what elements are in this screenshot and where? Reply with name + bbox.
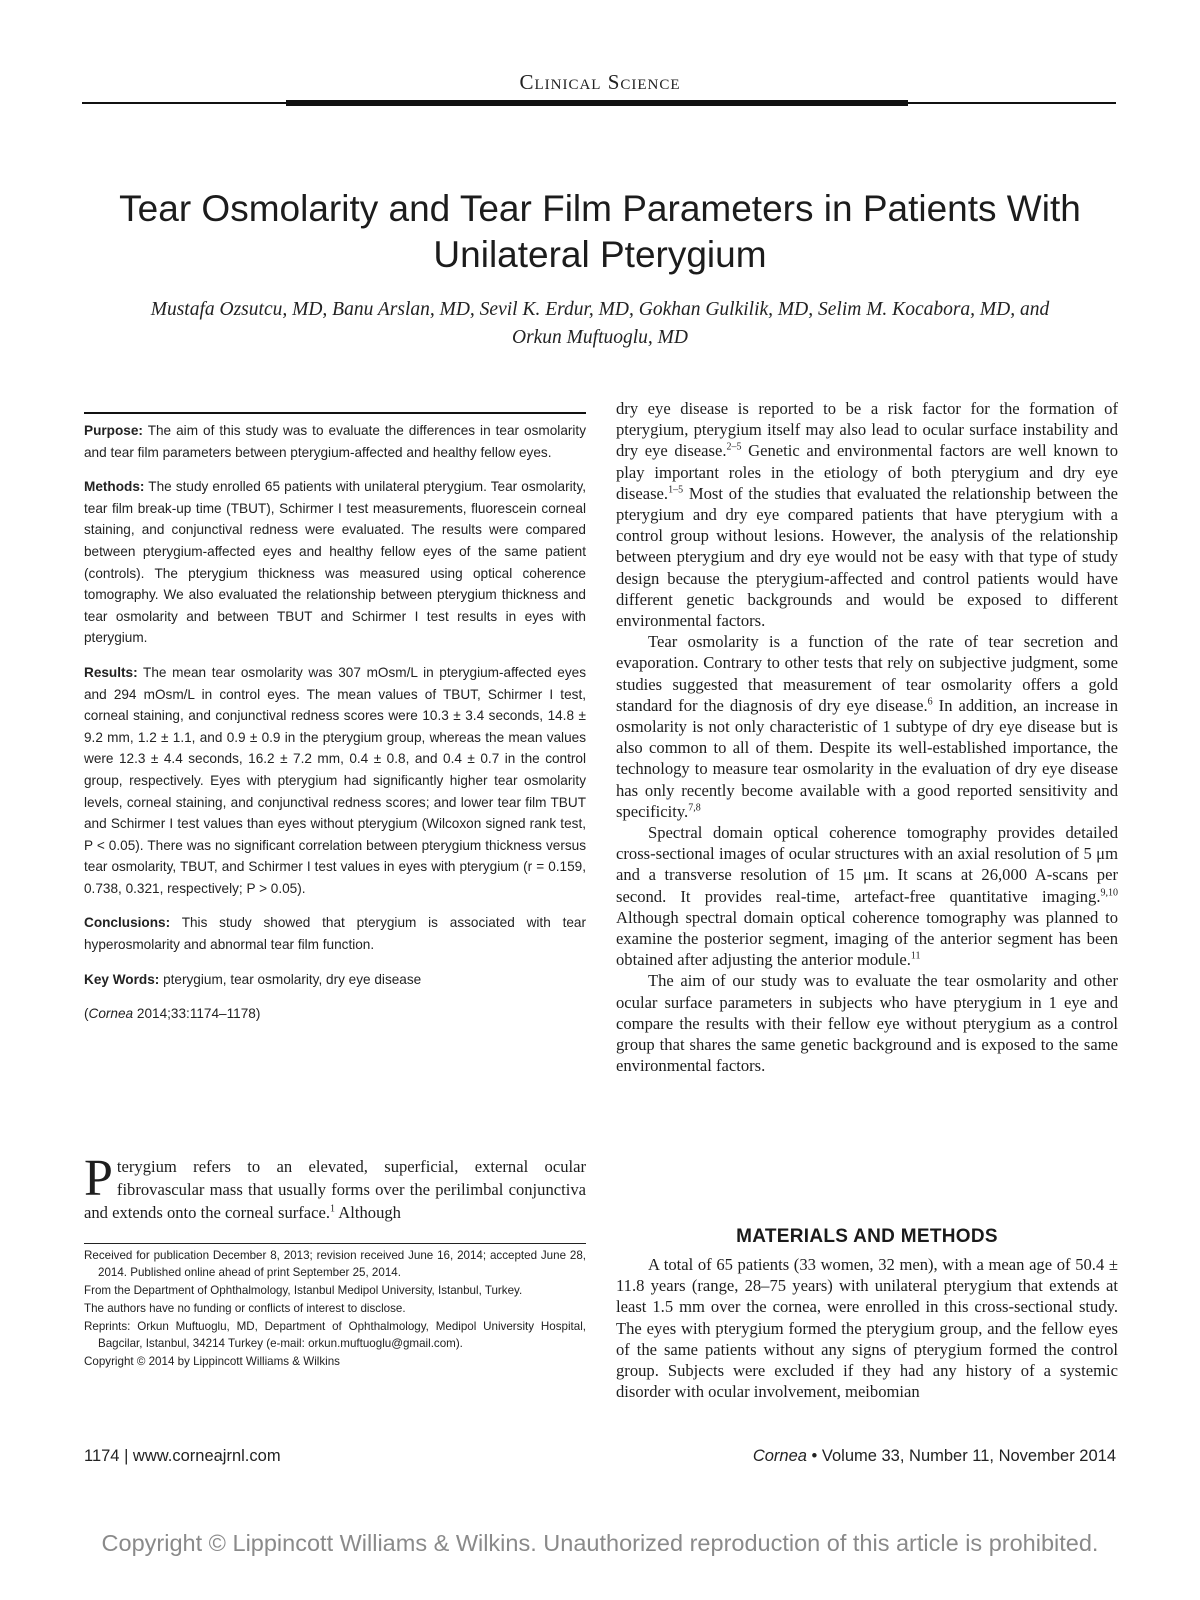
citation-journal: Cornea [88,1006,134,1022]
journal-issue-info [753,1447,1116,1466]
footnotes [84,1243,586,1371]
body-text: Tear osmolarity is a function of the rate of tear secretion and evaporation. Contrary to other tests that rely on subjective judgment, some studies suggested that measurement of tear osmolarity offers a gold standard for the diagnosis of dry eye disease. [616,632,1118,715]
ref-sup: 11 [910,950,921,962]
results-label: Results: [84,664,138,680]
copyright-banner: Copyright © Lippincott Williams & Wilkins. Unauthorized reproduction of this article is prohibited. [101,1530,1099,1556]
intro-text-end: Although [335,1203,401,1223]
section-heading-materials-methods: MATERIALS AND METHODS [736,1226,998,1247]
keywords-text: pterygium, tear osmolarity, dry eye disease [163,971,422,987]
section-label: Clinical Science [519,70,681,94]
body-paragraph: The aim of our study was to evaluate the tear osmolarity and other ocular surface parameters in subjects who have pterygium in 1 eye and compare the results with their fellow eye without pterygium as a control group that shares the same genetic background and is exposed to the same environmental factors. [616,971,1118,1076]
abstract-purpose [84,420,586,463]
body-paragraph [616,822,1118,970]
ref-sup: 9,10 [1100,887,1118,899]
conclusions-text: This study showed that pterygium is associated with tear hyperosmolarity and abnormal tear film function. [84,915,586,953]
footnote-received: Received for publication December 8, 2013; revision received June 16, 2014; accepted June 28, 2014. Published online ahead of print September 25, 2014. [84,1249,586,1279]
methods-text: The study enrolled 65 patients with unilateral pterygium. Tear osmolarity, tear film break-up time (TBUT), Schirmer I test measurements, fluorescein corneal staining, and conjunctival redness were evaluated. The results were compared between pterygium-affected eyes and healthy fellow eyes of the same patient (controls). The pterygium thickness was measured using optical coherence tomography. We also evaluated the relationship between pterygium thickness and tear osmolarity and between TBUT and Schirmer I test results in eyes with pterygium. [84,479,587,646]
abstract-citation: (Cornea 2014;33:1174–1178) [84,1006,261,1022]
footer-volume: • Volume 33, Number 11, November 2014 [806,1447,1116,1465]
keywords-label: Key Words: [84,971,160,987]
body-text: Although spectral domain optical coherence tomography was planned to examine the posterior segment, imaging of the anterior segment has been obtained after adjusting the anterior module. [616,907,1118,970]
article-title: Tear Osmolarity and Tear Film Parameters in Patients With Unilateral Pterygium [119,188,1081,275]
citation-details: 2014;33:1174–1178) [136,1006,261,1022]
right-column-body [616,398,1118,1077]
body-text: In addition, an increase in osmolarity is not only characteristic of 1 subtype of dry eye disease but is also common to all of them. Despite its well-established importance, the technology to measure tear osmolarity in the evaluation of dry eye disease has only recently become available with a good reported sensitivity and specificity. [616,695,1118,821]
body-text: Spectral domain optical coherence tomography provides detailed cross-sectional images of ocular structures with an axial resolution of 5 μm and a transverse resolution of 15 μm. It scans at 26,000 A-scans per second. It provides real-time, artefact-free quantitative imaging. [616,823,1118,906]
footnote-copyright: Copyright © 2014 by Lippincott Williams & Wilkins [84,1355,340,1368]
body-text: Most of the studies that evaluated the relationship between the pterygium and dry eye compared patients that have pterygium with a control group without lesions. However, the analysis of the relationship between pterygium and dry eye would not be easy with that type of study design because the pterygium-affected and control patients would have different genetic backgrounds and would be exposed to different environmental factors. [616,483,1118,631]
purpose-label: Purpose: [84,423,143,438]
footnote-affiliation: From the Department of Ophthalmology, Istanbul Medipol University, Istanbul, Turkey. [84,1284,523,1297]
conclusions-label: Conclusions: [84,915,171,931]
ref-sup: 1 [330,1203,336,1215]
abstract-methods [84,476,586,649]
abstract-results [84,662,586,900]
ref-sup: 1–5 [668,484,684,496]
ref-sup: 6 [927,696,933,708]
methods-label: Methods: [84,479,145,495]
ref-sup: 2–5 [726,441,742,453]
intro-text: terygium refers to an elevated, superficial, external ocular fibrovascular mass that usually forms over the perilimbal conjunctiva and extends onto the corneal surface. [84,1157,586,1223]
body-text: dry eye disease is reported to be a risk factor for the formation of pterygium, pterygium itself may also lead to ocular surface instability and dry eye disease. [616,399,1118,461]
body-paragraph [616,631,1118,822]
footnote-reprints: Reprints: Orkun Muftuoglu, MD, Department of Ophthalmology, Medipol University Hospital, Bagcilar, Istanbul, 34214 Turkey (e-mail: orkun.muftuoglu@gmail.com). [84,1320,586,1350]
ref-sup: 7,8 [688,802,701,814]
drop-cap: P [84,1150,113,1207]
footer-journal-name: Cornea [752,1447,807,1465]
results-text: The mean tear osmolarity was 307 mOsm/L in pterygium-affected eyes and 294 mOsm/L in control eyes. The mean values of TBUT, Schirmer I test, corneal staining, and conjunctival redness scores were 10.3 ± 3.4 seconds, 14.8 ± 9.2 mm, 1.2 ± 1.1, and 0.9 ± 0.9 in the pterygium group, whereas the mean values were 12.3 ± 4.4 seconds, 16.2 ± 7.2 mm, 0.4 ± 0.8, and 0.4 ± 0.7 in the control group, respectively. Eyes with pterygium had significantly higher tear osmolarity levels, corneal staining, and conjunctival redness scores; and lower tear film TBUT and Schirmer I test values than eyes without pterygium (Wilcoxon signed rank test, P < 0.05). There was no significant correlation between pterygium thickness versus tear osmolarity, TBUT, and Schirmer I test values in eyes with pterygium (r = 0.159, 0.738, 0.321, respectively; P > 0.05). [84,664,586,896]
page-number-and-url: 1174 | www.corneajrnl.com [84,1447,281,1465]
author-list: Mustafa Ozsutcu, MD, Banu Arslan, MD, Sevil K. Erdur, MD, Gokhan Gulkilik, MD, Selim M. Kocabora, MD, and Orkun Muftuoglu, MD [150,299,1050,348]
body-paragraph [616,398,1118,631]
body-text: Genetic and environmental factors are well known to play important roles in the etiology of both pterygium and dry eye disease. [616,441,1118,503]
footnote-funding: The authors have no funding or conflicts of interest to disclose. [84,1302,406,1315]
purpose-text: The aim of this study was to evaluate the differences in tear osmolarity and tear film parameters between pterygium-affected and healthy fellow eyes. [84,423,586,460]
introduction-paragraph [84,1150,586,1225]
abstract [84,412,586,1038]
materials-methods-paragraph: A total of 65 patients (33 women, 32 men), with a mean age of 50.4 ± 11.8 years (range, 28–75 years) with unilateral pterygium that extends at least 1.5 mm over the cornea, were enrolled in this cross-sectional study. The eyes with pterygium formed the pterygium group, and the fellow eyes of the same patients without any signs of pterygium formed the control group. Subjects were excluded if they had any history of a systemic disorder with ocular involvement, meibomian [616,1255,1118,1402]
header-rule-accent [286,100,908,106]
abstract-conclusions [84,912,586,955]
abstract-keywords [84,969,586,991]
